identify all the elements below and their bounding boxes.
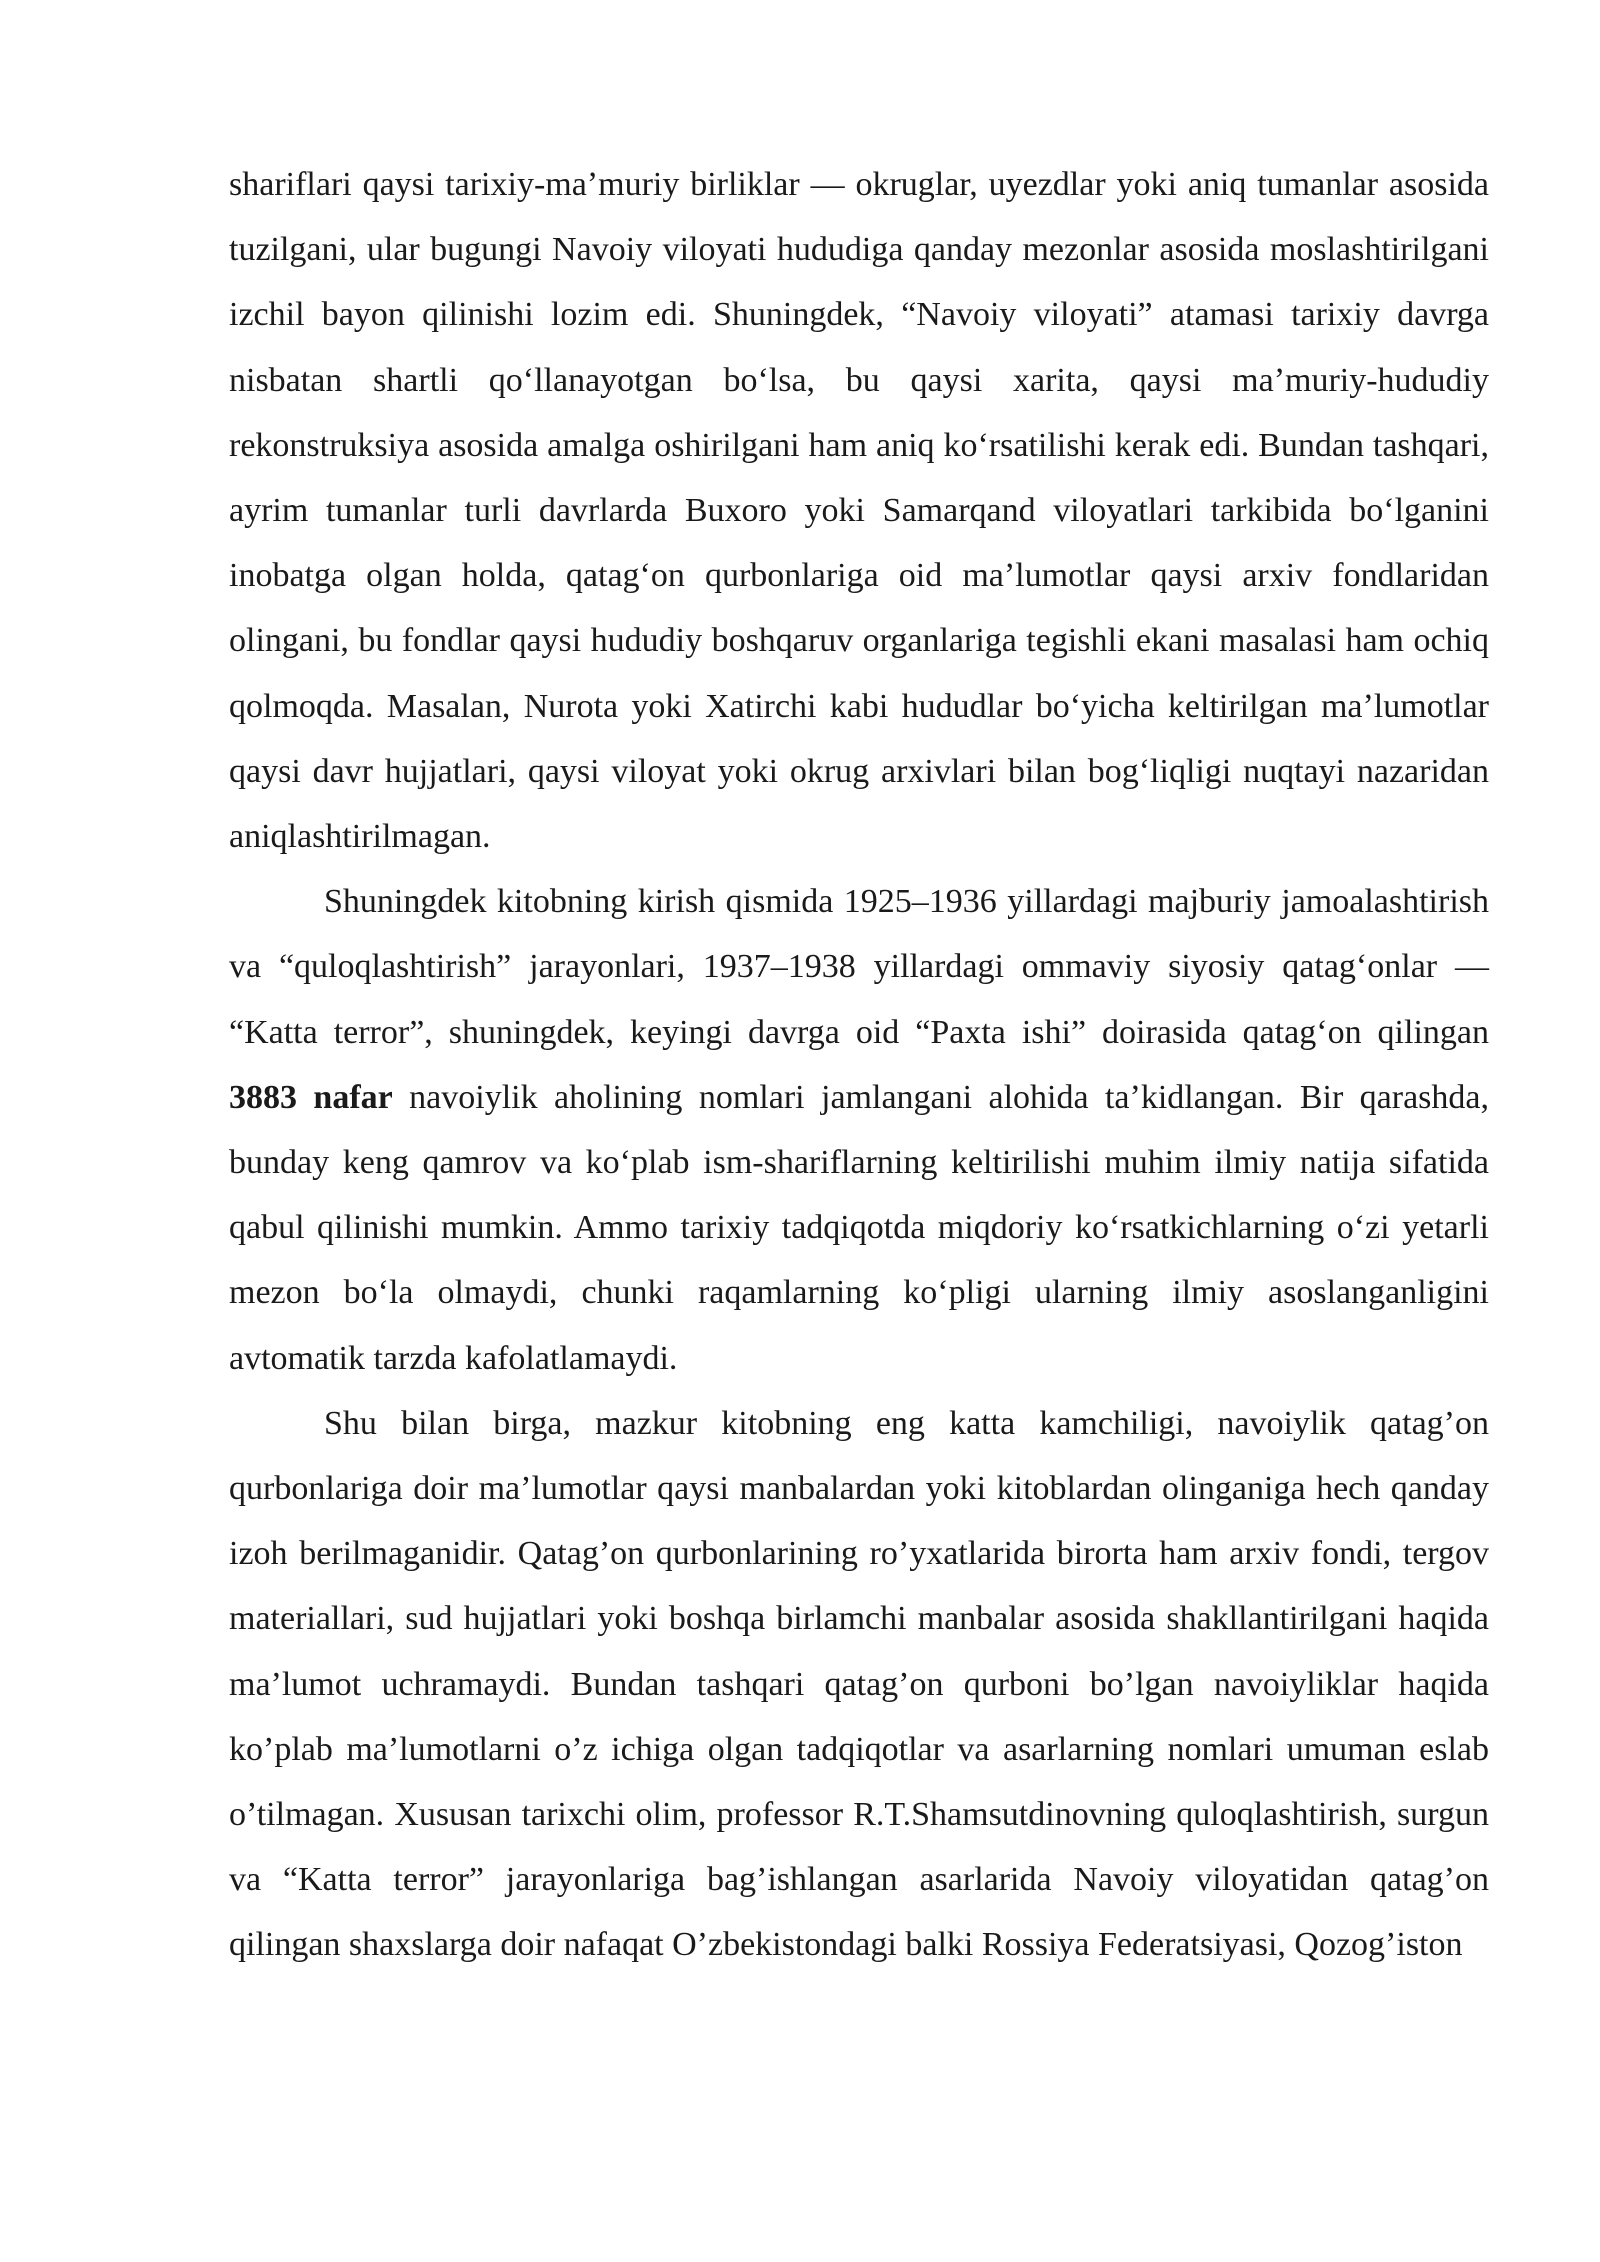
paragraph-text-after-bold: navoiylik aholining nomlari jamlangani alohida taʼkidlangan. Bir qarashda, bunday keng qamrov va koʻplab ism-shariflarning keltirilishi muhim ilmiy natija sifatida qabul qilinishi mumkin. Ammo tarixiy tadqiqotda miqdoriy koʻrsatkichlarning oʻzi yetarli mezon boʻla olmaydi, chunki raqamlarning koʻpligi ularning ilmiy asoslanganligini avtomatik tarzda kafolatlamaydi. bbox=[229, 1078, 1490, 1377]
paragraph-continuation: shariflari qaysi tarixiy-maʼmuriy birliklar — okruglar, uyezdlar yoki aniq tumanlar asosida tuzilgani, ular bugungi Navoiy viloyati hududiga qanday mezonlar asosida moslashtirilgani izchil bayon qilinishi lozim edi. Shuningdek, “Navoiy viloyati” atamasi tarixiy davrga nisbatan shartli qoʻllanayotgan boʻlsa, bu qaysi xarita, qaysi maʼmuriy-hududiy rekonstruksiya asosida amalga oshirilgani ham aniq koʻrsatilishi kerak edi. Bundan tashqari, ayrim tumanlar turli davrlarda Buxoro yoki Samarqand viloyatlari tarkibida boʻlganini inobatga olgan holda, qatagʻon qurbonlariga oid maʼlumotlar qaysi arxiv fondlaridan olingani, bu fondlar qaysi hududiy boshqaruv organlariga tegishli ekani masalasi ham ochiq qolmoqda. Masalan, Nurota yoki Xatirchi kabi hududlar boʻyicha keltirilgan maʼlumotlar qaysi davr hujjatlari, qaysi viloyat yoki okrug arxivlari bilan bogʻliqligi nuqtayi nazaridan aniqlashtirilmagan. bbox=[229, 166, 1489, 856]
victim-count-bold: 3883 nafar bbox=[229, 1078, 393, 1116]
paragraph-sources-critique: Shu bilan birga, mazkur kitobning eng katta kamchiligi, navoiylik qatag’on qurbonlariga doir ma’lumotlar qaysi manbalardan yoki kitoblardan olinganiga hech qanday izoh berilmaganidir. Qatag’on qurbonlarining ro’yxatlarida birorta ham arxiv fondi, tergov materiallari, sud hujjatlari yoki boshqa birlamchi manbalar asosida shakllantirilgani haqida ma’lumot uchramaydi. Bundan tashqari qatag’on qurboni bo’lgan navoiyliklar haqida ko’plab ma’lumotlarni o’z ichiga olgan tadqiqotlar va asarlarning nomlari umuman eslab o’tilmagan. Xususan tarixchi olim, professor R.T.Shamsutdinovning quloqlashtirish, surgun va “Katta terror” jarayonlariga bag’ishlangan asarlarida Navoiy viloyatidan qatag’on qilingan shaxslarga doir nafaqat O’zbekistondagi balki Rossiya Federatsiyasi, Qozog’iston bbox=[229, 1404, 1489, 1964]
document-page bbox=[229, 152, 1489, 1978]
paragraph-introduction-critique bbox=[229, 869, 1489, 1391]
paragraph-text-before-bold: Shuningdek kitobning kirish qismida 1925–1936 yillardagi majburiy jamoalashtirish va “quloqlashtirish” jarayonlari, 1937–1938 yillardagi ommaviy siyosiy qatagʻonlar — “Katta terror”, shuningdek, keyingi davrga oid “Paxta ishi” doirasida qatagʻon qilingan bbox=[229, 883, 1489, 1051]
